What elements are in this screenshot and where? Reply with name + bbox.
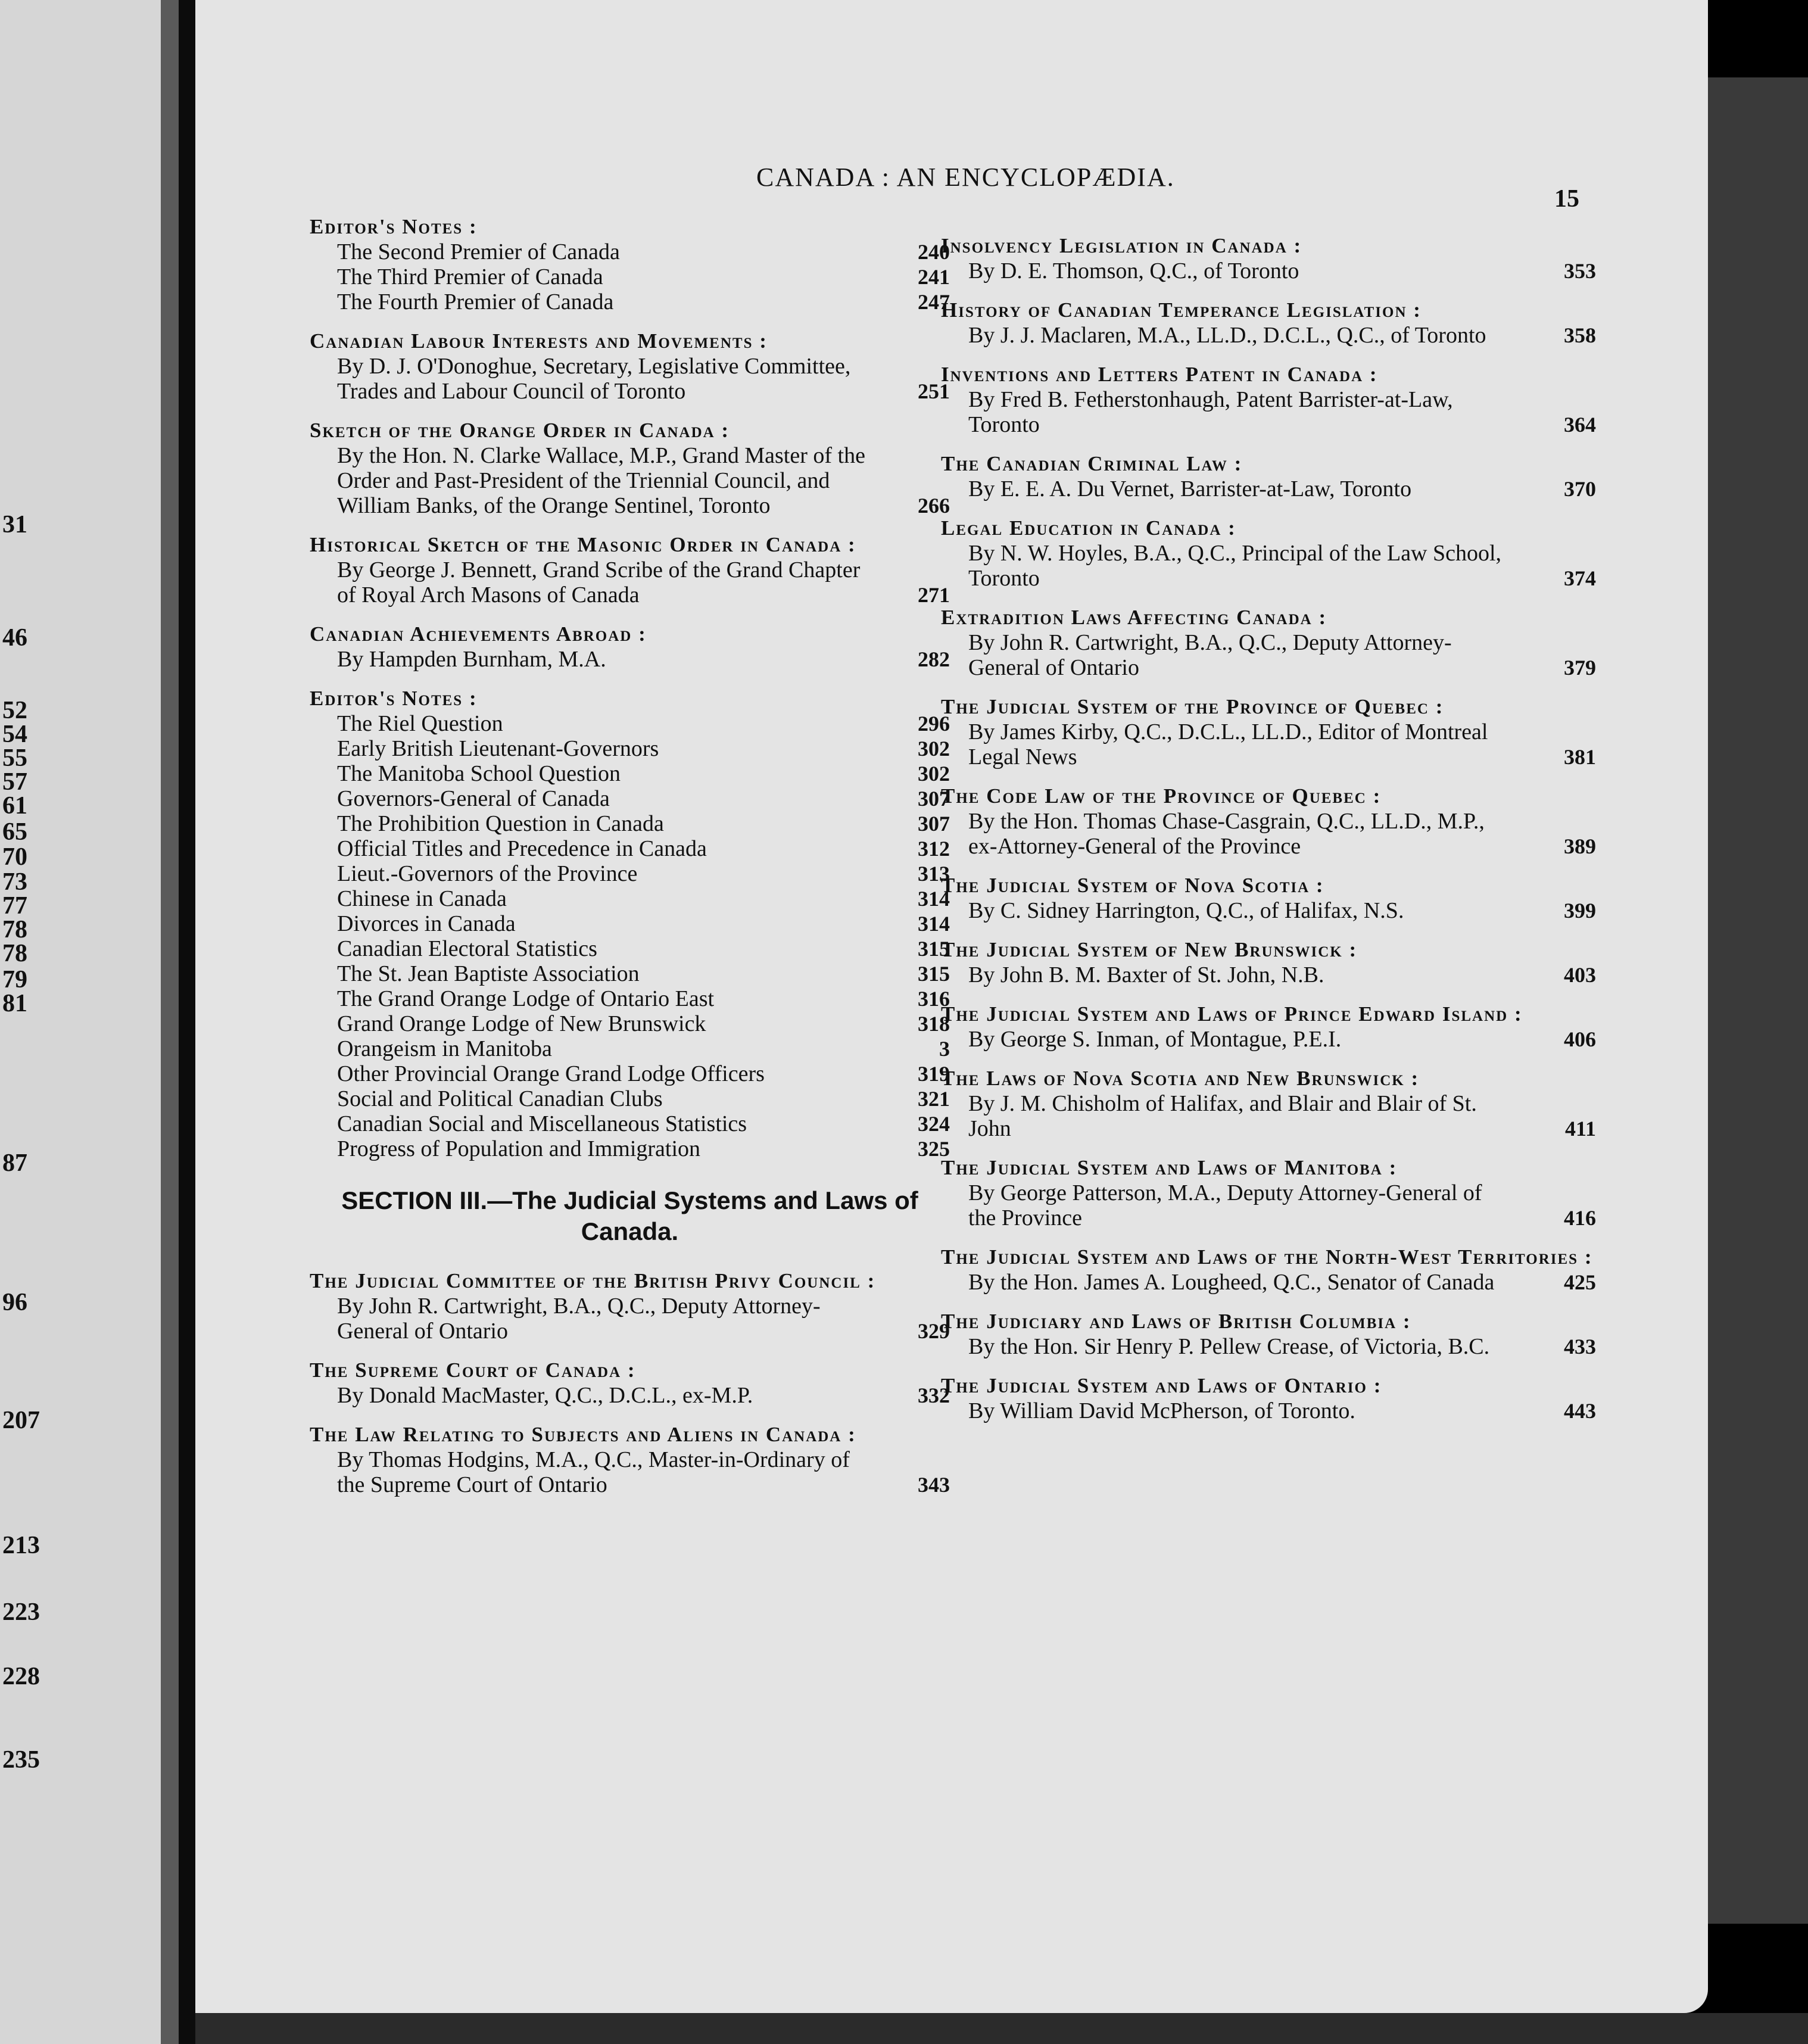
article-heading: The Judiciary and Laws of British Columbia : bbox=[941, 1310, 1411, 1333]
entry-text: Social and Political Canadian Clubs bbox=[337, 1086, 663, 1111]
contents-entry bbox=[310, 961, 950, 986]
entry-page-number: 314 bbox=[918, 887, 950, 911]
contents-entry bbox=[941, 1398, 1596, 1423]
contents-entry bbox=[310, 886, 950, 911]
entry-page-number: 332 bbox=[918, 1384, 950, 1407]
previous-page-number: 77 bbox=[2, 892, 27, 920]
entry-page-number: 381 bbox=[1564, 745, 1596, 769]
contents-entry bbox=[310, 1011, 950, 1036]
entry-page-number: 321 bbox=[918, 1087, 950, 1111]
previous-page-number: 65 bbox=[2, 818, 27, 846]
entry-page-number: 302 bbox=[918, 762, 950, 786]
gutter-shadow bbox=[161, 0, 179, 2044]
entry-text: By George J. Bennett, Grand Scribe of the Grand Chapter of Royal Arch Masons of Canada bbox=[337, 557, 861, 607]
entry-page-number: 302 bbox=[918, 737, 950, 761]
article-heading: Canadian Labour Interests and Movements : bbox=[310, 329, 768, 353]
entry-text: By J. M. Chisholm of Halifax, and Blair and Blair of St. John bbox=[968, 1091, 1477, 1141]
contents-entry bbox=[310, 1036, 950, 1061]
entry-page-number: 307 bbox=[918, 787, 950, 811]
previous-page-number: 81 bbox=[2, 990, 27, 1017]
entry-page-number: 374 bbox=[1564, 566, 1596, 590]
entry-page-number: 425 bbox=[1564, 1270, 1596, 1294]
entry-text: By William David McPherson, of Toronto. bbox=[968, 1398, 1355, 1423]
previous-page-number: 79 bbox=[2, 966, 27, 993]
previous-page-number: 207 bbox=[2, 1407, 40, 1434]
contents-block bbox=[941, 873, 1596, 923]
contents-entry bbox=[310, 1111, 950, 1136]
article-heading: The Law Relating to Subjects and Aliens in Canada : bbox=[310, 1423, 856, 1446]
entry-page-number: 247 bbox=[918, 290, 950, 314]
article-heading: The Judicial System and Laws of Prince Edward Island : bbox=[941, 1002, 1523, 1026]
previous-page-number: 61 bbox=[2, 792, 27, 820]
contents-block bbox=[941, 1155, 1596, 1230]
entry-page-number: 296 bbox=[918, 712, 950, 736]
article-heading: Insolvency Legislation in Canada : bbox=[941, 234, 1302, 257]
contents-block bbox=[310, 418, 950, 518]
entry-text: By N. W. Hoyles, B.A., Q.C., Principal of the Law School, Toronto bbox=[968, 541, 1502, 591]
entry-text: The Second Premier of Canada bbox=[337, 239, 620, 264]
contents-entry bbox=[310, 986, 950, 1011]
entry-text: Early British Lieutenant-Governors bbox=[337, 736, 659, 761]
contents-block bbox=[941, 516, 1596, 591]
entry-text: The Manitoba School Question bbox=[337, 761, 621, 786]
entry-page-number: 282 bbox=[918, 647, 950, 671]
contents-entry bbox=[941, 1091, 1596, 1141]
article-heading: The Judicial System and Laws of Manitoba : bbox=[941, 1156, 1398, 1179]
article-heading: The Judicial System of the Province of Quebec : bbox=[941, 695, 1444, 718]
entry-text: By the Hon. N. Clarke Wallace, M.P., Grand Master of the Order and Past-President of the Triennial Council, and William Banks, of the Orange Sentinel, Toronto bbox=[337, 443, 865, 518]
contents-entry bbox=[941, 630, 1596, 680]
article-heading: Canadian Achievements Abroad : bbox=[310, 622, 647, 646]
article-heading: The Judicial Committee of the British Privy Council : bbox=[310, 1269, 876, 1292]
contents-entry bbox=[310, 711, 950, 736]
article-heading: The Judicial System of Nova Scotia : bbox=[941, 874, 1324, 897]
article-heading: The Laws of Nova Scotia and New Brunswick : bbox=[941, 1067, 1420, 1090]
contents-entry bbox=[310, 354, 950, 404]
entry-text: By C. Sidney Harrington, Q.C., of Halifax, N.S. bbox=[968, 898, 1404, 923]
previous-page-number: 46 bbox=[2, 624, 27, 652]
entry-page-number: 399 bbox=[1564, 899, 1596, 923]
book-spine bbox=[179, 0, 195, 2044]
entry-page-number: 370 bbox=[1564, 477, 1596, 501]
entry-text: By John B. M. Baxter of St. John, N.B. bbox=[968, 962, 1324, 987]
article-heading: Extradition Laws Affecting Canada : bbox=[941, 606, 1327, 629]
entry-page-number: 315 bbox=[918, 937, 950, 961]
entry-page-number: 266 bbox=[918, 494, 950, 518]
article-heading: The Judicial System of New Brunswick : bbox=[941, 938, 1358, 961]
entry-page-number: 416 bbox=[1564, 1206, 1596, 1230]
entry-text: The Fourth Premier of Canada bbox=[337, 289, 614, 314]
contents-entry bbox=[310, 786, 950, 811]
contents-block bbox=[941, 362, 1596, 437]
entry-text: By Donald MacMaster, Q.C., D.C.L., ex-M.P. bbox=[337, 1383, 753, 1408]
entry-text: By Hampden Burnham, M.A. bbox=[337, 647, 606, 672]
previous-page-number: 235 bbox=[2, 1746, 40, 1774]
entry-text: By John R. Cartwright, B.A., Q.C., Deputy Attorney-General of Ontario bbox=[337, 1294, 821, 1344]
contents-entry bbox=[941, 1334, 1596, 1359]
previous-page-number: 96 bbox=[2, 1289, 27, 1316]
contents-entry bbox=[310, 264, 950, 289]
contents-entry bbox=[941, 541, 1596, 591]
entry-text: By Thomas Hodgins, M.A., Q.C., Master-in-Ordinary of the Supreme Court of Ontario bbox=[337, 1447, 850, 1497]
entry-page-number: 353 bbox=[1564, 259, 1596, 283]
entry-text: Lieut.-Governors of the Province bbox=[337, 861, 638, 886]
previous-page-number: 78 bbox=[2, 940, 27, 967]
contents-entry bbox=[941, 476, 1596, 501]
entry-page-number: 329 bbox=[918, 1319, 950, 1343]
entry-text: By D. E. Thomson, Q.C., of Toronto bbox=[968, 258, 1299, 283]
contents-entry bbox=[941, 1027, 1596, 1052]
entry-text: Official Titles and Precedence in Canada bbox=[337, 836, 707, 861]
entry-page-number: 411 bbox=[1564, 1117, 1596, 1141]
previous-page-number: 54 bbox=[2, 721, 27, 748]
entry-page-number: 313 bbox=[918, 862, 950, 886]
article-heading: Editor's Notes : bbox=[310, 215, 478, 238]
contents-entry bbox=[310, 557, 950, 607]
previous-page-number: 55 bbox=[2, 744, 27, 772]
entry-text: By the Hon. Thomas Chase-Casgrain, Q.C., LL.D., M.P., ex-Attorney-General of the Province bbox=[968, 809, 1485, 859]
entry-text: By James Kirby, Q.C., D.C.L., LL.D., Editor of Montreal Legal News bbox=[968, 719, 1488, 769]
contents-entry bbox=[941, 1180, 1596, 1230]
running-head: CANADA : AN ENCYCLOPÆDIA. bbox=[756, 163, 1175, 192]
contents-block bbox=[941, 298, 1596, 348]
contents-entry bbox=[310, 736, 950, 761]
entry-text: Chinese in Canada bbox=[337, 886, 507, 911]
contents-left-column bbox=[310, 214, 950, 1512]
entry-page-number: 433 bbox=[1564, 1335, 1596, 1358]
previous-page-number: 228 bbox=[2, 1663, 40, 1690]
article-heading: The Judicial System and Laws of Ontario : bbox=[941, 1374, 1382, 1397]
article-heading: The Code Law of the Province of Quebec : bbox=[941, 784, 1382, 808]
previous-page-number: 57 bbox=[2, 768, 27, 796]
contents-block bbox=[941, 694, 1596, 769]
contents-entry bbox=[310, 1086, 950, 1111]
entry-text: Divorces in Canada bbox=[337, 911, 516, 936]
entry-page-number: 312 bbox=[918, 837, 950, 861]
entry-text: The Prohibition Question in Canada bbox=[337, 811, 664, 836]
entry-text: The Grand Orange Lodge of Ontario East bbox=[337, 986, 715, 1011]
entry-page-number: 406 bbox=[1564, 1027, 1596, 1051]
previous-page-number: 52 bbox=[2, 697, 27, 724]
contents-block bbox=[941, 1066, 1596, 1141]
entry-page-number: 403 bbox=[1564, 963, 1596, 987]
contents-entry bbox=[941, 962, 1596, 987]
previous-page-number: 73 bbox=[2, 868, 27, 896]
previous-page-edge bbox=[0, 0, 179, 2044]
contents-block bbox=[941, 605, 1596, 680]
contents-right-column bbox=[941, 233, 1596, 1438]
contents-entry bbox=[310, 1383, 950, 1408]
contents-entry bbox=[310, 811, 950, 836]
previous-page-number: 87 bbox=[2, 1149, 27, 1177]
contents-block bbox=[310, 1358, 950, 1408]
page-edge-shadow bbox=[1708, 77, 1808, 1924]
article-heading: The Canadian Criminal Law : bbox=[941, 452, 1243, 475]
entry-text: By J. J. Maclaren, M.A., LL.D., D.C.L., Q.C., of Toronto bbox=[968, 323, 1486, 348]
page-number: 15 bbox=[1554, 185, 1579, 213]
entry-page-number: 241 bbox=[918, 265, 950, 289]
contents-entry bbox=[941, 1270, 1596, 1295]
previous-page-number: 31 bbox=[2, 511, 27, 538]
entry-page-number: 325 bbox=[918, 1137, 950, 1161]
contents-block bbox=[310, 1269, 950, 1344]
entry-text: By John R. Cartwright, B.A., Q.C., Deputy Attorney-General of Ontario bbox=[968, 630, 1452, 680]
article-heading: The Judicial System and Laws of the North-West Territories : bbox=[941, 1245, 1593, 1269]
contents-entry bbox=[310, 936, 950, 961]
section-title: SECTION III.—The Judicial Systems and Laws of Canada. bbox=[341, 1186, 918, 1245]
contents-entry bbox=[941, 809, 1596, 859]
entry-text: Grand Orange Lodge of New Brunswick bbox=[337, 1011, 706, 1036]
article-heading: Editor's Notes : bbox=[310, 687, 478, 710]
entry-page-number: 251 bbox=[918, 379, 950, 403]
contents-block bbox=[941, 451, 1596, 501]
article-heading: History of Canadian Temperance Legislation : bbox=[941, 298, 1422, 322]
entry-text: By Fred B. Fetherstonhaugh, Patent Barrister-at-Law, Toronto bbox=[968, 387, 1453, 437]
entry-text: By George Patterson, M.A., Deputy Attorney-General of the Province bbox=[968, 1180, 1482, 1230]
entry-page-number: 3 bbox=[939, 1037, 950, 1061]
entry-page-number: 314 bbox=[918, 912, 950, 936]
entry-text: By E. E. A. Du Vernet, Barrister-at-Law, Toronto bbox=[968, 476, 1412, 501]
entry-text: Canadian Social and Miscellaneous Statistics bbox=[337, 1111, 747, 1136]
contents-block bbox=[941, 1373, 1596, 1423]
contents-entry bbox=[941, 898, 1596, 923]
contents-block bbox=[941, 1002, 1596, 1052]
bottom-edge bbox=[195, 2013, 1808, 2044]
contents-entry bbox=[310, 1294, 950, 1344]
contents-block bbox=[310, 686, 950, 1161]
entry-page-number: 389 bbox=[1564, 834, 1596, 858]
contents-entry bbox=[310, 836, 950, 861]
contents-entry bbox=[310, 1061, 950, 1086]
contents-entry bbox=[310, 1447, 950, 1497]
entry-text: By the Hon. Sir Henry P. Pellew Crease, of Victoria, B.C. bbox=[968, 1334, 1490, 1359]
entry-page-number: 271 bbox=[918, 583, 950, 607]
contents-block bbox=[941, 1245, 1596, 1295]
entry-text: Progress of Population and Immigration bbox=[337, 1136, 701, 1161]
entry-text: The Third Premier of Canada bbox=[337, 264, 603, 289]
entry-text: By George S. Inman, of Montague, P.E.I. bbox=[968, 1027, 1342, 1052]
entry-page-number: 443 bbox=[1564, 1399, 1596, 1423]
article-heading: Sketch of the Orange Order in Canada : bbox=[310, 419, 730, 442]
entry-text: Canadian Electoral Statistics bbox=[337, 936, 597, 961]
contents-entry bbox=[941, 258, 1596, 283]
article-heading: The Supreme Court of Canada : bbox=[310, 1358, 636, 1382]
entry-text: The St. Jean Baptiste Association bbox=[337, 961, 640, 986]
entry-page-number: 316 bbox=[918, 987, 950, 1011]
contents-block bbox=[941, 784, 1596, 859]
contents-entry bbox=[310, 1136, 950, 1161]
contents-block bbox=[941, 1309, 1596, 1359]
entry-text: Orangeism in Manitoba bbox=[337, 1036, 552, 1061]
contents-entry bbox=[310, 861, 950, 886]
article-heading: Inventions and Letters Patent in Canada : bbox=[941, 363, 1378, 386]
contents-block bbox=[310, 532, 950, 607]
entry-text: Other Provincial Orange Grand Lodge Officers bbox=[337, 1061, 765, 1086]
article-heading: Historical Sketch of the Masonic Order in Canada : bbox=[310, 533, 856, 556]
entry-page-number: 319 bbox=[918, 1062, 950, 1086]
entry-page-number: 358 bbox=[1564, 323, 1596, 347]
entry-page-number: 343 bbox=[918, 1473, 950, 1497]
entry-page-number: 315 bbox=[918, 962, 950, 986]
contents-block bbox=[941, 937, 1596, 987]
entry-page-number: 307 bbox=[918, 812, 950, 836]
entry-text: The Riel Question bbox=[337, 711, 503, 736]
contents-entry bbox=[310, 289, 950, 314]
entry-page-number: 240 bbox=[918, 240, 950, 264]
contents-entry bbox=[941, 719, 1596, 769]
entry-page-number: 324 bbox=[918, 1112, 950, 1136]
entry-text: Governors-General of Canada bbox=[337, 786, 610, 811]
contents-entry bbox=[310, 911, 950, 936]
contents-block bbox=[310, 329, 950, 404]
contents-entry bbox=[310, 761, 950, 786]
contents-entry bbox=[310, 647, 950, 672]
entry-text: By D. J. O'Donoghue, Secretary, Legislative Committee, Trades and Labour Council of Toronto bbox=[337, 354, 851, 404]
entry-page-number: 364 bbox=[1564, 413, 1596, 437]
contents-entry bbox=[941, 323, 1596, 348]
previous-page-number: 213 bbox=[2, 1532, 40, 1559]
contents-entry bbox=[310, 239, 950, 264]
contents-entry bbox=[941, 387, 1596, 437]
contents-block bbox=[310, 622, 950, 672]
contents-entry bbox=[310, 443, 950, 518]
entry-text: By the Hon. James A. Lougheed, Q.C., Senator of Canada bbox=[968, 1270, 1495, 1295]
previous-page-number: 223 bbox=[2, 1599, 40, 1626]
contents-block bbox=[310, 1422, 950, 1497]
contents-block bbox=[310, 214, 950, 314]
previous-page-number: 70 bbox=[2, 843, 27, 871]
contents-block bbox=[941, 233, 1596, 283]
previous-page-number: 78 bbox=[2, 916, 27, 943]
entry-page-number: 318 bbox=[918, 1012, 950, 1036]
article-heading: Legal Education in Canada : bbox=[941, 516, 1236, 540]
entry-page-number: 379 bbox=[1564, 656, 1596, 680]
